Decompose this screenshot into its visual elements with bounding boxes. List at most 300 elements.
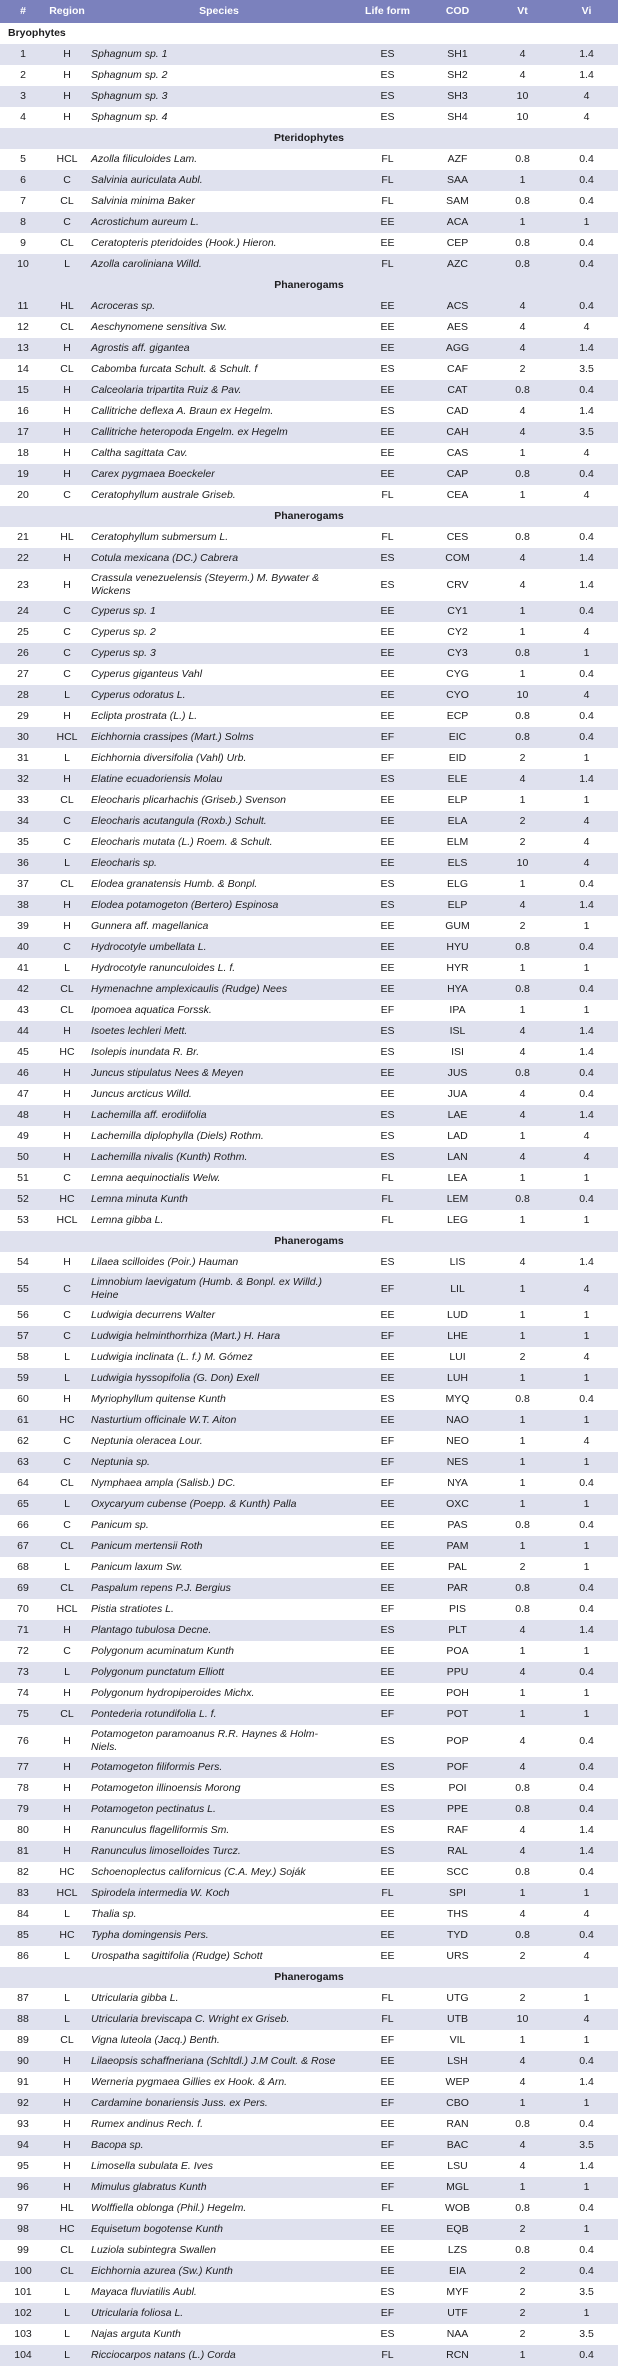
cell-cod: PAM — [446, 1540, 469, 1552]
cell-lifeform: EE — [380, 2076, 395, 2088]
cell-vt: 1 — [519, 1330, 526, 1342]
cell-vt: 1 — [519, 1130, 526, 1142]
table-row — [0, 2240, 618, 2261]
cell-species: Mimulus glabratus Kunth — [91, 2181, 207, 2193]
cell-cod: LIL — [450, 1282, 465, 1295]
cell-vt: 1 — [519, 1214, 526, 1226]
cell-species: Eichhornia crassipes (Mart.) Solms — [91, 731, 254, 743]
table-body — [0, 23, 618, 2366]
cell-num: 92 — [17, 2097, 29, 2109]
cell-lifeform: EE — [380, 1498, 395, 1510]
cell-cod: LZS — [447, 2244, 468, 2256]
col-header-num: # — [20, 5, 26, 17]
cell-vt: 10 — [516, 689, 529, 701]
cell-vt: 0.8 — [515, 195, 530, 207]
cell-vi: 1 — [583, 1172, 590, 1184]
cell-lifeform: EE — [380, 237, 395, 249]
table-row — [0, 1326, 618, 1347]
cell-lifeform: EE — [380, 216, 395, 228]
cell-num: 26 — [17, 647, 29, 659]
cell-vi: 1.4 — [579, 2076, 594, 2088]
cell-lifeform: EE — [380, 920, 395, 932]
cell-vt: 4 — [519, 405, 526, 417]
table-row — [0, 727, 618, 748]
cell-vi: 1 — [583, 1330, 590, 1342]
cell-vi: 1 — [583, 962, 590, 974]
cell-region: H — [63, 1761, 71, 1773]
cell-cod: CY3 — [447, 647, 468, 659]
cell-num: 88 — [17, 2013, 29, 2025]
cell-lifeform: ES — [380, 1734, 395, 1747]
cell-num: 9 — [20, 237, 26, 249]
cell-lifeform: FL — [381, 153, 394, 165]
cell-lifeform: ES — [380, 1109, 395, 1121]
cell-region: C — [63, 1519, 71, 1531]
cell-vt: 4 — [519, 1046, 526, 1058]
cell-species: Equisetum bogotense Kunth — [91, 2223, 223, 2235]
cell-num: 70 — [17, 1603, 29, 1615]
cell-species: Lemna aequinoctialis Welw. — [91, 1172, 221, 1184]
cell-region: CL — [60, 2265, 74, 2277]
cell-region: H — [63, 552, 71, 564]
cell-vt: 0.8 — [515, 1603, 530, 1615]
cell-lifeform: EE — [380, 1088, 395, 1100]
cell-vt: 4 — [519, 69, 526, 81]
table-row — [0, 1862, 618, 1883]
table-row — [0, 2345, 618, 2366]
cell-vt: 1 — [519, 1435, 526, 1447]
cell-num: 58 — [17, 1351, 29, 1363]
cell-region: L — [64, 689, 70, 701]
cell-vi: 0.4 — [579, 983, 594, 995]
table-row — [0, 1757, 618, 1778]
cell-vi: 3.5 — [579, 2286, 594, 2298]
cell-lifeform: EE — [380, 1540, 395, 1552]
cell-vi: 1 — [583, 1372, 590, 1384]
cell-lifeform: ES — [380, 1130, 395, 1142]
cell-num: 66 — [17, 1519, 29, 1531]
cell-region: HC — [59, 1866, 75, 1878]
cell-num: 50 — [17, 1151, 29, 1163]
cell-cod: RAF — [447, 1824, 468, 1836]
cell-cod: LSH — [447, 2055, 468, 2067]
cell-num: 86 — [17, 1950, 29, 1962]
cell-cod: LAE — [447, 1109, 468, 1121]
cell-vi: 1 — [583, 2181, 590, 2193]
cell-region: H — [63, 1687, 71, 1699]
cell-vt: 1 — [519, 1498, 526, 1510]
cell-num: 76 — [17, 1734, 29, 1747]
cell-num: 64 — [17, 1477, 29, 1489]
cell-vi: 1 — [583, 1214, 590, 1226]
cell-region: HCL — [56, 1603, 78, 1615]
cell-num: 99 — [17, 2244, 29, 2256]
cell-species: Pistia stratiotes L. — [91, 1603, 174, 1615]
cell-vi: 1.4 — [579, 69, 594, 81]
cell-region: H — [63, 2118, 71, 2130]
cell-species: Paspalum repens P.J. Bergius — [91, 1582, 231, 1594]
cell-cod: POH — [446, 1687, 469, 1699]
cell-species: Utricularia breviscapa C. Wright ex Griseb. — [91, 2013, 290, 2025]
cell-vt: 4 — [519, 1666, 526, 1678]
cell-vt: 0.8 — [515, 1929, 530, 1941]
cell-vi: 0.4 — [579, 710, 594, 722]
cell-vt: 0.8 — [515, 1866, 530, 1878]
cell-cod: PAR — [447, 1582, 468, 1594]
cell-vi: 4 — [583, 447, 590, 459]
cell-vt: 1 — [519, 1687, 526, 1699]
cell-num: 82 — [17, 1866, 29, 1878]
cell-vt: 1 — [519, 1708, 526, 1720]
cell-region: C — [63, 1645, 71, 1657]
table-row — [0, 1084, 618, 1105]
cell-vi: 0.4 — [579, 1761, 594, 1773]
cell-num: 38 — [17, 899, 29, 911]
table-row — [0, 380, 618, 401]
cell-vi: 0.4 — [579, 731, 594, 743]
cell-cod: SH2 — [447, 69, 468, 81]
cell-cod: VIL — [449, 2034, 466, 2046]
cell-num: 52 — [17, 1193, 29, 1205]
cell-lifeform: EE — [380, 2160, 395, 2172]
cell-lifeform: FL — [381, 1193, 394, 1205]
cell-region: L — [64, 752, 70, 764]
table-row — [0, 1000, 618, 1021]
cell-vt: 10 — [516, 2013, 529, 2025]
cell-vt: 4 — [519, 2076, 526, 2088]
cell-cod: MGL — [446, 2181, 469, 2193]
cell-species: Lemna minuta Kunth — [91, 1193, 188, 1205]
cell-vt: 4 — [519, 426, 526, 438]
cell-region: C — [63, 174, 71, 186]
cell-species: Panicum laxum Sw. — [91, 1561, 183, 1573]
cell-vt: 1 — [519, 878, 526, 890]
cell-cod: LEA — [447, 1172, 468, 1184]
cell-vt: 1 — [519, 1309, 526, 1321]
cell-region: L — [64, 857, 70, 869]
cell-species: Juncus arcticus Willd. — [91, 1088, 192, 1100]
cell-species: Hymenachne amplexicaulis (Rudge) Nees — [91, 983, 288, 995]
cell-cod: NAO — [446, 1414, 469, 1426]
cell-num: 53 — [17, 1214, 29, 1226]
cell-vt: 0.8 — [515, 258, 530, 270]
table-row — [0, 748, 618, 769]
table-row — [0, 1273, 618, 1305]
table-row — [0, 1347, 618, 1368]
cell-cod: EIA — [449, 2265, 466, 2277]
cell-num: 71 — [17, 1624, 29, 1636]
cell-cod: MYF — [446, 2286, 469, 2298]
cell-species: Aeschynomene sensitiva Sw. — [91, 321, 227, 333]
cell-vt: 2 — [519, 836, 526, 848]
cell-num: 90 — [17, 2055, 29, 2067]
cell-num: 63 — [17, 1456, 29, 1468]
cell-cod: TYD — [447, 1929, 468, 1941]
cell-species: Ludwigia hyssopifolia (G. Don) Exell — [91, 1372, 260, 1384]
cell-cod: PIS — [449, 1603, 466, 1615]
cell-region: H — [63, 90, 71, 102]
cell-species: Cyperus odoratus L. — [91, 689, 186, 701]
cell-vi: 0.4 — [579, 2202, 594, 2214]
cell-species: Ricciocarpos natans (L.) Corda — [91, 2349, 236, 2361]
cell-lifeform: ES — [380, 69, 395, 81]
cell-species: Ludwigia decurrens Walter — [91, 1309, 216, 1321]
cell-num: 49 — [17, 1130, 29, 1142]
cell-vi: 1 — [583, 1992, 590, 2004]
cell-species: Eichhornia diversifolia (Vahl) Urb. — [91, 752, 247, 764]
table-row — [0, 1105, 618, 1126]
cell-num: 78 — [17, 1782, 29, 1794]
cell-region: H — [63, 342, 71, 354]
cell-lifeform: EE — [380, 794, 395, 806]
cell-vt: 1 — [519, 1456, 526, 1468]
cell-vi: 1 — [583, 1561, 590, 1573]
cell-vt: 2 — [519, 815, 526, 827]
cell-lifeform: EE — [380, 941, 395, 953]
cell-num: 68 — [17, 1561, 29, 1573]
cell-vt: 0.8 — [515, 710, 530, 722]
cell-region: H — [63, 710, 71, 722]
cell-num: 91 — [17, 2076, 29, 2088]
cell-lifeform: EE — [380, 1866, 395, 1878]
cell-num: 24 — [17, 605, 29, 617]
cell-num: 5 — [20, 153, 26, 165]
cell-region: CL — [60, 321, 74, 333]
cell-vi: 1.4 — [579, 773, 594, 785]
table-row — [0, 1021, 618, 1042]
table-row — [0, 1431, 618, 1452]
cell-lifeform: ES — [380, 2286, 395, 2298]
table-row — [0, 527, 618, 548]
cell-species: Lachemilla nivalis (Kunth) Rothm. — [91, 1151, 248, 1163]
cell-num: 87 — [17, 1992, 29, 2004]
cell-num: 11 — [17, 300, 29, 312]
cell-cod: ELG — [446, 878, 468, 890]
cell-lifeform: FL — [381, 195, 394, 207]
table-row — [0, 1557, 618, 1578]
cell-lifeform: EE — [380, 2265, 395, 2277]
cell-vi: 0.4 — [579, 1929, 594, 1941]
cell-vi: 1 — [583, 1309, 590, 1321]
cell-vt: 1 — [519, 962, 526, 974]
table-row — [0, 1778, 618, 1799]
cell-num: 84 — [17, 1908, 29, 1920]
cell-region: HC — [59, 1414, 75, 1426]
cell-vt: 0.8 — [515, 1803, 530, 1815]
cell-vi: 0.4 — [579, 605, 594, 617]
cell-vt: 1 — [519, 447, 526, 459]
cell-region: HCL — [56, 1887, 78, 1899]
cell-cod: LUD — [446, 1309, 468, 1321]
section-row-phanerogams: Phanerogams — [0, 1231, 618, 1252]
cell-species: Sphagnum sp. 3 — [91, 90, 168, 102]
cell-region: L — [64, 2286, 70, 2298]
table-row — [0, 212, 618, 233]
cell-num: 101 — [14, 2286, 32, 2298]
table-row — [0, 1305, 618, 1326]
cell-vt: 2 — [519, 2265, 526, 2277]
cell-num: 43 — [17, 1004, 29, 1016]
cell-vt: 4 — [519, 48, 526, 60]
cell-num: 33 — [17, 794, 29, 806]
cell-lifeform: EE — [380, 2118, 395, 2130]
cell-cod: RAN — [446, 2118, 469, 2130]
cell-num: 45 — [17, 1046, 29, 1058]
cell-species: Typha domingensis Pers. — [91, 1929, 209, 1941]
cell-vi: 1.4 — [579, 1109, 594, 1121]
table-row — [0, 2261, 618, 2282]
cell-vi: 4 — [583, 857, 590, 869]
cell-cod: CBO — [446, 2097, 469, 2109]
cell-species: Rumex andinus Rech. f. — [91, 2118, 204, 2130]
cell-cod: RCN — [446, 2349, 469, 2361]
table-row — [0, 44, 618, 65]
cell-vi: 1 — [583, 1456, 590, 1468]
cell-cod: HYR — [446, 962, 469, 974]
cell-species: Ranunculus flagelliformis Sm. — [91, 1824, 230, 1836]
cell-vi: 0.4 — [579, 1477, 594, 1489]
cell-vt: 0.8 — [515, 1519, 530, 1531]
cell-vi: 0.4 — [579, 1734, 594, 1747]
cell-cod: BAC — [446, 2139, 469, 2151]
cell-num: 44 — [17, 1025, 29, 1037]
cell-cod: EID — [448, 752, 467, 764]
cell-num: 67 — [17, 1540, 29, 1552]
cell-species: Pontederia rotundifolia L. f. — [91, 1708, 217, 1720]
table-row — [0, 2135, 618, 2156]
cell-num: 60 — [17, 1393, 29, 1405]
cell-num: 74 — [17, 1687, 29, 1699]
cell-vi: 4 — [583, 626, 590, 638]
cell-species: Mayaca fluviatilis Aubl. — [91, 2286, 197, 2298]
cell-vt: 0.8 — [515, 153, 530, 165]
cell-species: Lachemilla aff. erodiifolia — [91, 1109, 207, 1121]
cell-species: Cyperus sp. 3 — [91, 647, 156, 659]
cell-cod: CEP — [446, 237, 469, 249]
cell-vi: 3.5 — [579, 426, 594, 438]
table-row — [0, 1536, 618, 1557]
cell-vt: 0.8 — [515, 731, 530, 743]
cell-cod: OXC — [446, 1498, 469, 1510]
cell-num: 16 — [17, 405, 29, 417]
cell-cod: CYO — [446, 689, 469, 701]
cell-species: Salvinia auriculata Aubl. — [91, 174, 203, 186]
cell-cod: ELM — [446, 836, 469, 848]
table-row — [0, 2198, 618, 2219]
cell-vt: 4 — [519, 1824, 526, 1836]
cell-cod: CY2 — [447, 626, 468, 638]
cell-region: H — [63, 1734, 71, 1747]
cell-cod: LHE — [447, 1330, 468, 1342]
cell-species: Ceratopteris pteridoides (Hook.) Hieron. — [91, 237, 277, 249]
cell-num: 75 — [17, 1708, 29, 1720]
cell-species: Werneria pygmaea Gillies ex Hook. & Arn. — [91, 2076, 288, 2088]
table-row — [0, 2219, 618, 2240]
section-row-bryophytes: Bryophytes — [0, 23, 618, 44]
cell-region: H — [63, 1088, 71, 1100]
cell-cod: EQB — [446, 2223, 469, 2235]
cell-num: 20 — [17, 489, 29, 501]
cell-cod: SPI — [449, 1887, 466, 1899]
cell-lifeform: EF — [380, 1456, 395, 1468]
cell-vi: 4 — [583, 90, 590, 102]
cell-vt: 2 — [519, 2307, 526, 2319]
cell-species: Agrostis aff. gigantea — [91, 342, 190, 354]
table-row — [0, 769, 618, 790]
cell-num: 48 — [17, 1109, 29, 1121]
table-row — [0, 2030, 618, 2051]
cell-region: H — [63, 2055, 71, 2067]
cell-lifeform: EE — [380, 2223, 395, 2235]
cell-vi: 4 — [583, 1435, 590, 1447]
table-row — [0, 1820, 618, 1841]
cell-cod: SCC — [446, 1866, 469, 1878]
cell-lifeform: ES — [380, 552, 395, 564]
table-row — [0, 1946, 618, 1967]
cell-lifeform: EE — [380, 983, 395, 995]
cell-num: 96 — [17, 2181, 29, 2193]
cell-lifeform: FL — [381, 1172, 394, 1184]
cell-vt: 1 — [519, 794, 526, 806]
cell-num: 27 — [17, 668, 29, 680]
cell-region: H — [63, 69, 71, 81]
cell-vt: 10 — [516, 111, 529, 123]
cell-species: Crassula venezuelensis (Steyerm.) M. Bywater & Wickens — [91, 572, 320, 597]
cell-lifeform: ES — [380, 1393, 395, 1405]
cell-species: Callitriche deflexa A. Braun ex Hegelm. — [91, 405, 274, 417]
cell-lifeform: EE — [380, 668, 395, 680]
cell-vi: 1 — [583, 1498, 590, 1510]
cell-num: 10 — [17, 258, 29, 270]
cell-lifeform: ES — [380, 1782, 395, 1794]
cell-species: Juncus stipulatus Nees & Meyen — [91, 1067, 244, 1079]
cell-lifeform: ES — [380, 90, 395, 102]
cell-region: H — [63, 1782, 71, 1794]
cell-vt: 4 — [519, 1025, 526, 1037]
cell-region: CL — [60, 1540, 74, 1552]
cell-num: 40 — [17, 941, 29, 953]
cell-lifeform: EE — [380, 1687, 395, 1699]
cell-vi: 0.4 — [579, 1193, 594, 1205]
table-row — [0, 1683, 618, 1704]
cell-species: Limnobium laevigatum (Humb. & Bonpl. ex Willd.) Heine — [91, 1276, 322, 1301]
cell-species: Eleocharis acutangula (Roxb.) Schult. — [91, 815, 267, 827]
cell-region: HC — [59, 2223, 75, 2235]
cell-lifeform: ES — [380, 1824, 395, 1836]
cell-cod: LSU — [447, 2160, 468, 2172]
cell-lifeform: EE — [380, 1372, 395, 1384]
cell-vi: 0.4 — [579, 531, 594, 543]
cell-vi: 1.4 — [579, 405, 594, 417]
cell-lifeform: EF — [380, 2097, 395, 2109]
cell-cod: POP — [446, 1734, 469, 1747]
cell-num: 25 — [17, 626, 29, 638]
cell-num: 69 — [17, 1582, 29, 1594]
cell-region: L — [64, 2307, 70, 2319]
cell-species: Elodea potamogeton (Bertero) Espinosa — [91, 899, 279, 911]
cell-species: Cotula mexicana (DC.) Cabrera — [91, 552, 239, 564]
cell-vi: 4 — [583, 321, 590, 333]
cell-region: C — [63, 668, 71, 680]
cell-lifeform: ES — [380, 773, 395, 785]
cell-lifeform: EE — [380, 321, 395, 333]
cell-cod: CAP — [446, 468, 469, 480]
cell-vt: 1 — [519, 2181, 526, 2193]
cell-vi: 0.4 — [579, 258, 594, 270]
cell-vi: 0.4 — [579, 2118, 594, 2130]
table-row — [0, 1147, 618, 1168]
cell-vt: 4 — [519, 321, 526, 333]
